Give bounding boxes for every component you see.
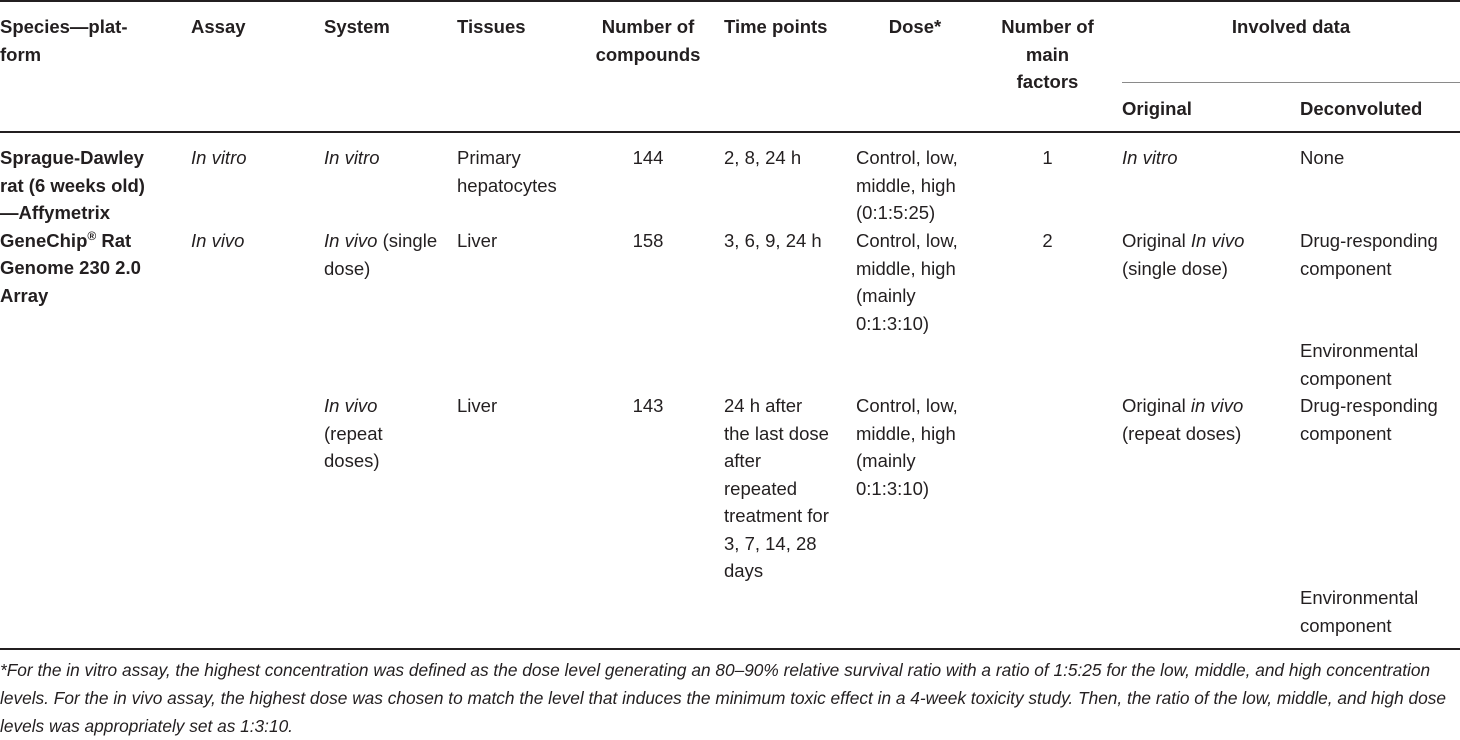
row2-compounds: 158 (632, 230, 664, 251)
row3-original-pre: Original (1122, 395, 1191, 416)
row1-assay: In vitro (191, 147, 247, 168)
table-footnote: *For the in vitro assay, the highest concentration was defined as the dose level generating an 80–90% relative survival ratio with a ratio of 1:5:25 for the low, middle, and high concentration levels. For the in vivo assay, the highest dose was chosen to match the level that induces the minimum toxic effect in a 4-week toxicity study. Then, the ratio of the low, middle, and high dose levels was appropriately set as 1:3:10. (0, 660, 1446, 736)
row3-system (324, 392, 383, 475)
row2-deconvoluted-drug: Drug-responding component (1300, 230, 1438, 279)
header-bottom-rule (0, 131, 1460, 133)
row1-deconvoluted: None (1300, 147, 1345, 168)
row2-original-pre: Original (1122, 230, 1191, 251)
header-time-points: Time points (724, 16, 828, 37)
row1-system: In vitro (324, 147, 380, 168)
row1-time-points: 2, 8, 24 h (724, 147, 802, 168)
header-deconvoluted: Deconvoluted (1300, 98, 1423, 119)
row3-compounds: 143 (632, 395, 664, 416)
row3-deconvoluted-env: Environmental component (1300, 587, 1419, 636)
species-text-2: Rat Genome 230 2.0 Array (0, 229, 141, 306)
row2-tissues: Liver (457, 230, 498, 251)
species-text-1: Sprague-Dawley rat (6 weeks old) —Affymetrix GeneChip (0, 147, 145, 251)
row3-original-post: (repeat doses) (1122, 422, 1242, 444)
row2-main-factors: 2 (1042, 230, 1053, 251)
table-bottom-rule (0, 648, 1460, 650)
row2-assay: In vivo (191, 230, 245, 251)
header-dose: Dose* (888, 16, 942, 37)
header-compounds: Number of compounds (595, 16, 701, 65)
row2-dose: Control, low, middle, high (mainly 0:1:3:10) (856, 230, 958, 334)
table-top-rule (0, 0, 1460, 2)
header-tissues: Tissues (457, 16, 526, 37)
row2-system-italic: In vivo (324, 230, 378, 251)
row3-original (1122, 392, 1243, 447)
species-platform-cell (0, 144, 185, 309)
row3-deconvoluted-drug: Drug-responding component (1300, 395, 1438, 444)
header-system: System (324, 16, 390, 37)
row3-dose: Control, low, middle, high (mainly 0:1:3:10) (856, 395, 958, 499)
header-involved-data: Involved data (1231, 16, 1351, 37)
header-species: Species—plat- form (0, 16, 128, 65)
row2-original-post: (single dose) (1122, 257, 1228, 279)
header-main-factors: Number of main factors (1001, 16, 1094, 92)
row2-original-italic: In vivo (1190, 230, 1245, 251)
row2-time-points: 3, 6, 9, 24 h (724, 230, 822, 251)
involved-data-rule (1122, 82, 1460, 83)
row3-tissues: Liver (457, 395, 498, 416)
row3-system-rest: (repeat doses) (324, 422, 383, 471)
row2-deconvoluted-env: Environmental component (1300, 340, 1419, 389)
row1-original: In vitro (1122, 147, 1178, 168)
row2-system-rest: (single dose) (324, 230, 438, 279)
row3-time-points: 24 h after the last dose after repeated treatment for 3, 7, 14, 28 days (724, 395, 829, 581)
row1-main-factors: 1 (1042, 147, 1053, 168)
row3-original-italic: in vivo (1190, 395, 1244, 416)
row2-original (1122, 227, 1244, 282)
row2-system (324, 227, 437, 282)
row1-dose: Control, low, middle, high (0:1:5:25) (856, 147, 958, 223)
row3-system-italic: In vivo (324, 395, 378, 416)
row1-tissues: Primary hepatocytes (457, 147, 557, 196)
row1-compounds: 144 (632, 147, 664, 168)
header-assay: Assay (191, 16, 246, 37)
registered-mark: ® (87, 228, 97, 243)
header-original: Original (1122, 98, 1192, 119)
